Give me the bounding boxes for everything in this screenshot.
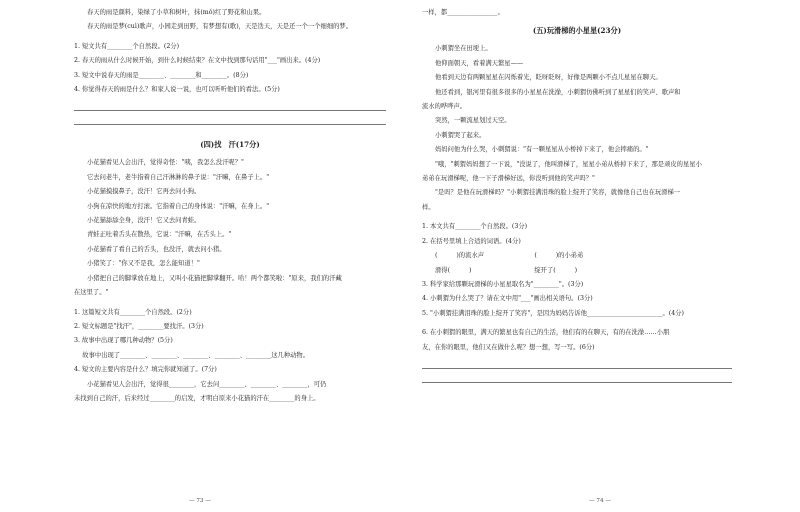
question-1: 1. 本文共有________个自然段。(3分) bbox=[422, 223, 528, 231]
answer-line[interactable] bbox=[74, 111, 386, 125]
question-3: 3. 科学家给那颗玩滑梯的小星星取名为"________"。(3分) bbox=[422, 280, 584, 288]
summary-line: 未找到自己的汗，后来经过________的启发，才明白原来小花猫的汗在________的身上。 bbox=[74, 394, 320, 402]
intro-line-2: 春天的雨是梦(cuì)歌声，小园走到田野，有梦想有(歌)，天是迭天，天是还一个一个细细的梦。 bbox=[87, 23, 353, 31]
question-2: 2. 短文标题是"找汗"，________要找汗。(3分) bbox=[74, 322, 204, 330]
question-3: 3. 短文中说春天的雨是________、________和________。(8分) bbox=[74, 71, 249, 79]
passage-line: 在这里了。" bbox=[74, 289, 109, 297]
passage-line: 他还看到，银河里有很多很多的小星星在洗澡，小刺猬仿佛听到了星星们的笑声、歌声和 bbox=[435, 88, 681, 96]
question-3: 3. 故事中出现了哪几种动物？(5分) bbox=[74, 337, 173, 345]
question-4: 4. 短文的主要内容是什么？填完你就知道了。(7分) bbox=[74, 366, 217, 374]
passage-line: "是吗？是他在玩滑梯吗？"小刺猬挂满泪珠的脸上绽开了笑容，就像他自己也在玩滑梯一 bbox=[435, 189, 681, 197]
passage-line: 流水的哗哗声。 bbox=[422, 103, 467, 111]
passage-line: 青蛙正吐着舌头在散热，它说："汗嘛，在舌头上。" bbox=[87, 231, 232, 239]
summary-line: 小花猫看见人会出汗，觉得很________，它去问________、________、________，可仍 bbox=[87, 380, 327, 388]
passage-line: 小花猫摸摸鼻子，没汗！它再去问小狗。 bbox=[87, 188, 201, 196]
right-page bbox=[400, 0, 800, 512]
question-1: 1. 这篇短文共有________个自然段。(2分) bbox=[74, 308, 192, 316]
section-title: (五)玩滑梯的小星星(23分) bbox=[532, 26, 622, 36]
question-3-answer: 故事中出现了________、________、________、________、________这几种动物。 bbox=[74, 351, 309, 359]
answer-line[interactable] bbox=[422, 355, 732, 369]
passage-line: 他看到天边有两颗星星在闪烁着光，眨呀眨呀，好像是两颗小不点儿星星在聊天。 bbox=[435, 74, 662, 82]
passage-line: 小花猫舔舔全身，没汗！它又去问青蛙。 bbox=[87, 217, 201, 225]
question-1: 1. 短文共有________个自然段。(2分) bbox=[74, 42, 180, 50]
passage-line: 弟弟在玩滑梯呢，他一下子滑梯好远，你没听到他的笑声吗？" bbox=[422, 175, 595, 183]
passage-line: 它去问老牛，老牛指着自己汗淋淋的鼻子说："汗嘛，在鼻子上。" bbox=[87, 173, 270, 181]
answer-line[interactable] bbox=[74, 97, 386, 111]
passage-line: 小猪笑了："你又不是我，怎么能知道！" bbox=[87, 260, 200, 268]
question-2: 2. 在括号里填上合适的词语。(4分) bbox=[422, 237, 521, 245]
page-number: — 73 — bbox=[189, 498, 211, 504]
question-2: 2. 春天的雨从什么时候开始，到什么时候结束？在文中找到那句话用"___"画出来。(4分) bbox=[74, 57, 321, 65]
passage-line: 小刺猬坐在田埂上。 bbox=[435, 45, 492, 53]
fill-pair: ( )的流水声 ( )的小弟弟 bbox=[435, 252, 584, 260]
section-title: (四)找 汗(17分) bbox=[200, 140, 260, 150]
question-6-cont: 友，在你的眼里，他们又在做什么呢？想一想，写一写。(6分) bbox=[422, 343, 595, 351]
passage-line: 样。 bbox=[422, 203, 435, 211]
question-4: 4. 你觉得春天的雨是什么？和家人说一说，也可以听听他们的看法。(5分) bbox=[74, 86, 280, 94]
passage-line: 小花猫看见人会出汗，觉得奇怪："咦，我怎么没汗呢？" bbox=[87, 159, 244, 167]
passage-line: 小花猫看了看自己的舌头，也没汗，就去问小猪。 bbox=[87, 245, 226, 253]
passage-line: 小猪把自己的脚掌放在地上，又叫小花猫把脚掌翻开。哈！两个都笑啦："原来，我们的汗藏 bbox=[87, 274, 342, 282]
passage-line: 他仰面朝天，看着满天繁星—— bbox=[435, 59, 524, 67]
passage-line: 小狗在凉快的地方打滚。它指着自己的身体说："汗嘛，在身上。" bbox=[87, 202, 270, 210]
question-5: 5. "小刺猬挂满泪珠的脸上绽开了笑容"，是因为妈妈告诉他________________________。(4分) bbox=[422, 309, 685, 317]
passage-line: 妈妈问他为什么哭，小刺猬说："有一颗星星从小桥掉下来了，他会摔痛的。" bbox=[435, 146, 649, 154]
intro-line-1: 春天的雨是颜料，染绿了小草和树叶，抹(mǒ)红了野花和山果。 bbox=[87, 9, 266, 16]
passage-line: 突然，一颗流星划过天空。 bbox=[435, 117, 511, 125]
passage-line: 小刺猬哭了起来。 bbox=[435, 131, 486, 139]
question-4: 4. 小刺猬为什么哭了？请在文中用"___"画出相关语句。(3分) bbox=[422, 295, 593, 303]
top-line: 一样，都________________。 bbox=[422, 9, 504, 16]
page-number: — 74 — bbox=[589, 498, 611, 504]
question-6: 6. 在小刺猬的眼里，满天的繁星也有自己的生活，他们有的在聊天，有的在洗澡……小朋 bbox=[422, 329, 670, 337]
fill-pair: 滑得( ) 绽开了( ) bbox=[435, 266, 578, 274]
answer-line[interactable] bbox=[422, 369, 732, 383]
passage-line: "哦，"刺猬妈妈想了一下说，"没说了，他叫滑梯了，星星小弟从桥掉下来了，那是顽皮的星星小 bbox=[435, 160, 702, 168]
